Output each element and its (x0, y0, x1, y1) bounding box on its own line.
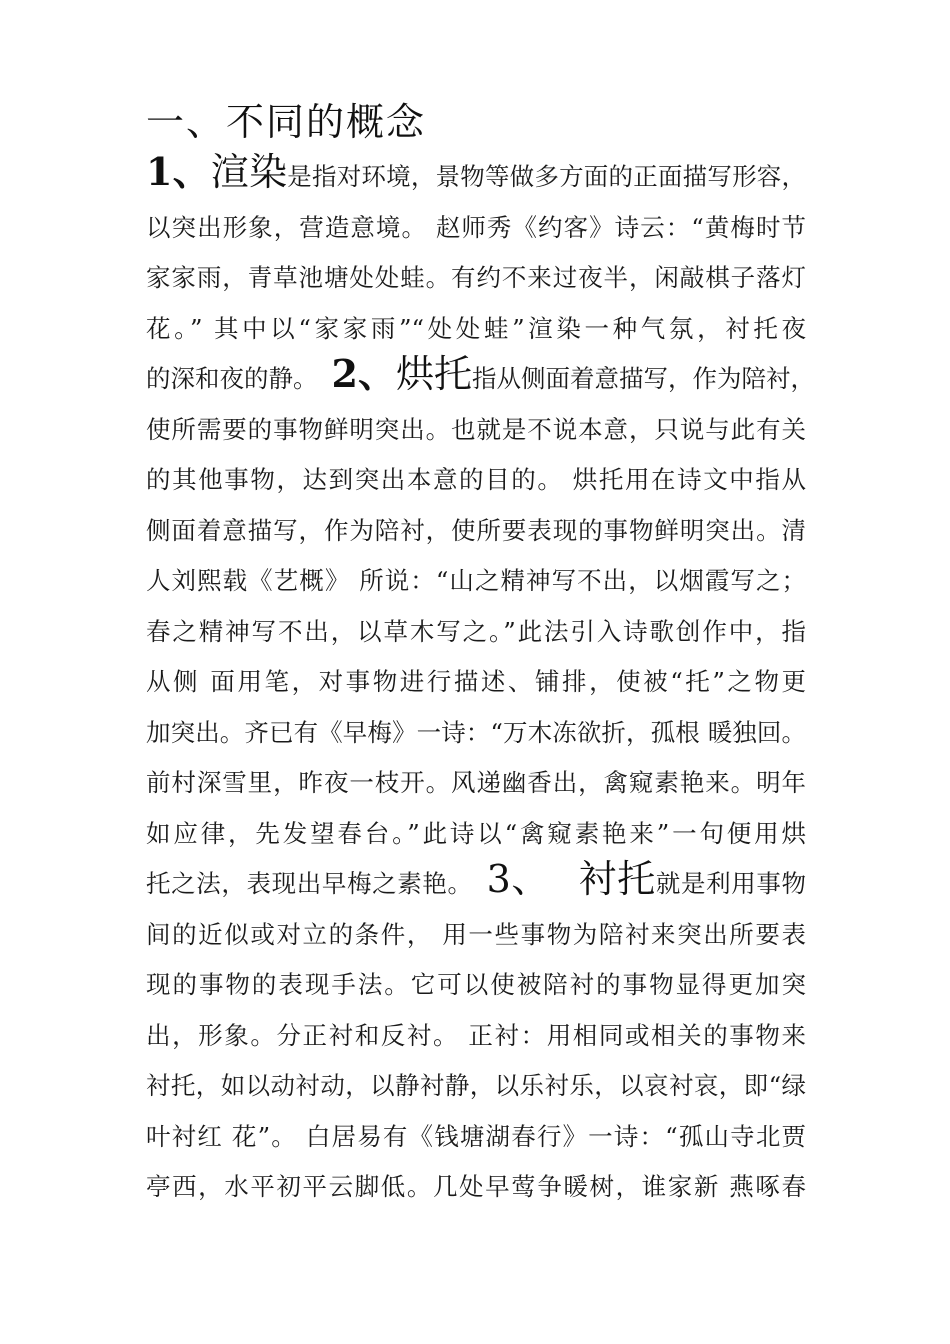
text-line: 的其他事物，达到突出本意的目的。 烘托用在诗文中指从 (146, 465, 806, 494)
section-term: 烘托 (395, 352, 472, 396)
line-text: 指从侧面着意描写，作为陪衬， (471, 364, 815, 393)
section-number: 3、 (486, 857, 551, 901)
text-line: 以突出形象，营造意境。 赵师秀《约客》诗云：“黄梅时节 (146, 212, 806, 242)
section-term: 衬托 (578, 857, 656, 901)
text-line (146, 859, 806, 910)
text-line: 现的事物的表现手法。它可以使被陪衬的事物显得更加突 (146, 970, 806, 999)
body-text (146, 149, 815, 1213)
text-line: 加突出。齐已有《早梅》一诗：“万木冻欲折，孤根 暖独回。 (146, 717, 806, 747)
section-number: 2、 (331, 351, 396, 396)
text-line: 人刘熙载《艺概》 所说：“山之精神写不出，以烟霞写之； (146, 566, 806, 595)
line-text: 托之法，表现出早梅之素艳。 (146, 869, 473, 898)
text-line: 前村深雪里，昨夜一枝开。风递幽香出，禽窥素艳来。明年 (146, 768, 806, 797)
section-heading-1 (146, 150, 287, 194)
text-line: 衬托，如以动衬动，以静衬静，以乐衬乐，以哀衬哀，即“绿 (146, 1071, 806, 1100)
text-line: 间的近似或对立的条件， 用一些事物为陪衬来突出所要表 (146, 919, 806, 949)
text-line: 花。” 其中以“家家雨”“处处蛙”渲染一种气氛，衬托夜 (146, 313, 806, 343)
text-line: 春之精神写不出，以草木写之。”此法引入诗歌创作中，指 (146, 616, 806, 646)
text-line: 出，形象。分正衬和反衬。 正衬：用相同或相关的事物来 (146, 1020, 806, 1050)
text-line (146, 351, 815, 405)
text-line: 亭西，水平初平云脚低。几处早莺争暖树，谁家新 燕啄春 (146, 1172, 806, 1201)
line-text: 的深和夜的静。 (146, 364, 318, 393)
line-text: 是指对环境，景物等做多方面的正面描写形容， (287, 162, 806, 191)
text-line: 家家雨，青草池塘处处蛙。有约不来过夜半，闲敲棋子落灯 (146, 263, 806, 292)
page-title: 一、不同的概念 (146, 100, 427, 144)
text-line: 侧面着意描写，作为陪衬，使所要表现的事物鲜明突出。清 (146, 515, 806, 545)
section-heading-3 (487, 857, 656, 901)
line-text: 就是利用事物 (655, 869, 806, 898)
section-term: 渲染 (210, 150, 288, 194)
text-line: 叶衬红 花”。 白居易有《钱塘湖春行》一诗：“孤山寺北贾 (146, 1121, 806, 1151)
section-number: 1、 (146, 149, 211, 194)
section-heading-2 (332, 352, 472, 396)
text-line: 从侧 面用笔，对事物进行描述、铺排，使被“托”之物更 (146, 667, 806, 696)
text-line: 如应律，先发望春台。”此诗以“禽窥素艳来”一句便用烘 (146, 818, 806, 848)
text-line (146, 149, 806, 203)
text-line: 使所需要的事物鲜明突出。也就是不说本意，只说与此有关 (146, 414, 806, 444)
